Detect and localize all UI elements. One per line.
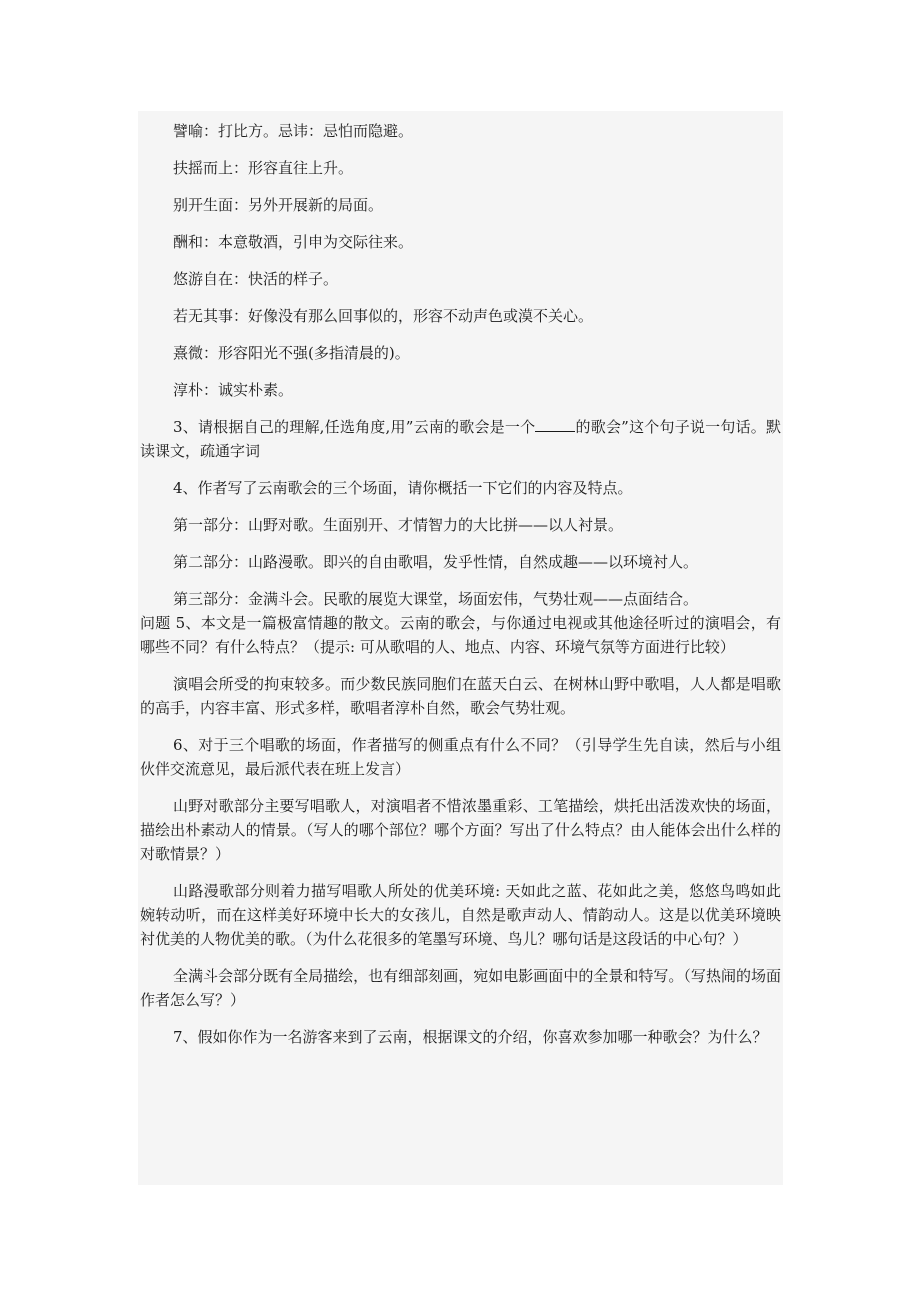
question-3-before: 3、请根据自己的理解,任选角度,用”云南的歌会是一个 (173, 418, 536, 436)
paragraph-youyou: 悠游自在：快活的样子。 (173, 270, 339, 288)
question-7: 7、假如你作为一名游客来到了云南，根据课文的介绍，你喜欢参加哪一种歌会？为什么？ (173, 1028, 768, 1046)
paragraph-chouhe: 酬和：本意敬酒，引申为交际往来。 (173, 233, 414, 251)
question-4: 4、作者写了云南歌会的三个场面，请你概括一下它们的内容及特点。 (173, 479, 633, 497)
document-body (138, 111, 783, 1049)
part-three: 第三部分：金满斗会。民歌的展览大课堂，场面宏伟，气势壮观——点面结合。 (173, 590, 699, 608)
answer-5: 演唱会所受的拘束较多。而少数民族同胞们在蓝天白云、在树林山野中歌唱，人人都是唱歌的高手，内容丰富、形式多样，歌唱者淳朴自然，歌会气势壮观。 (140, 675, 781, 717)
paragraph-biekai: 别开生面：另外开展新的局面。 (173, 196, 384, 214)
paragraph-ruowu: 若无其事：好像没有那么回事似的，形容不动声色或漠不关心。 (173, 307, 594, 325)
question-6: 6、对于三个唱歌的场面，作者描写的侧重点有什么不同？（引导学生先自读，然后与小组伙伴交流意见，最后派代表在班上发言） (140, 736, 781, 778)
paragraph-chunpu: 淳朴：诚实朴素。 (173, 381, 294, 399)
question-5: 问题 5、本文是一篇极富情趣的散文。云南的歌会，与你通过电视或其他途径听过的演唱会，有哪些不同？有什么特点？（提示: 可从歌唱的人、地点、内容、环境气氛等方面进行比较） (140, 614, 781, 656)
question-3-after: 的歌会”这个句子说一句话。默读课文，疏通字词 (140, 418, 781, 460)
answer-6-shanlu: 山路漫歌部分则着力描写唱歌人所处的优美环境: 天如此之蓝、花如此之美，悠悠鸟鸣如此婉转动听，而在这样美好环境中长大的女孩儿，自然是歌声动人、情韵动人。这是以优美环境映衬优美的人物优美的歌。（为什么花很多的笔墨写环境、鸟儿？哪句话是这段话的中心句？） (140, 882, 781, 948)
part-two: 第二部分：山路漫歌。即兴的自由歌唱，发乎性情，自然成趣——以环境衬人。 (173, 553, 699, 571)
paragraph-fuyao: 扶摇而上：形容直往上升。 (173, 159, 354, 177)
question-3 (140, 415, 781, 463)
part-one: 第一部分：山野对歌。生面别开、才情智力的大比拼——以人衬景。 (173, 516, 624, 534)
answer-6-shanye: 山野对歌部分主要写唱歌人，对演唱者不惜浓墨重彩、工笔描绘，烘托出活泼欢快的场面，描绘出朴素动人的情景。（写人的哪个部位？哪个方面？写出了什么特点？由人能体会出什么样的对歌情景？） (140, 797, 781, 863)
document-page (138, 111, 783, 1185)
fill-in-blank (535, 417, 575, 432)
paragraph-xiwei: 熹微：形容阳光不强(多指清晨的)。 (173, 344, 410, 362)
paragraph-piyu: 譬喻：打比方。忌讳：忌怕而隐避。 (173, 122, 414, 140)
answer-6-jinman: 全满斗会部分既有全局描绘，也有细部刻画，宛如电影画面中的全景和特写。（写热闹的场面作者怎么写？） (140, 967, 781, 1009)
